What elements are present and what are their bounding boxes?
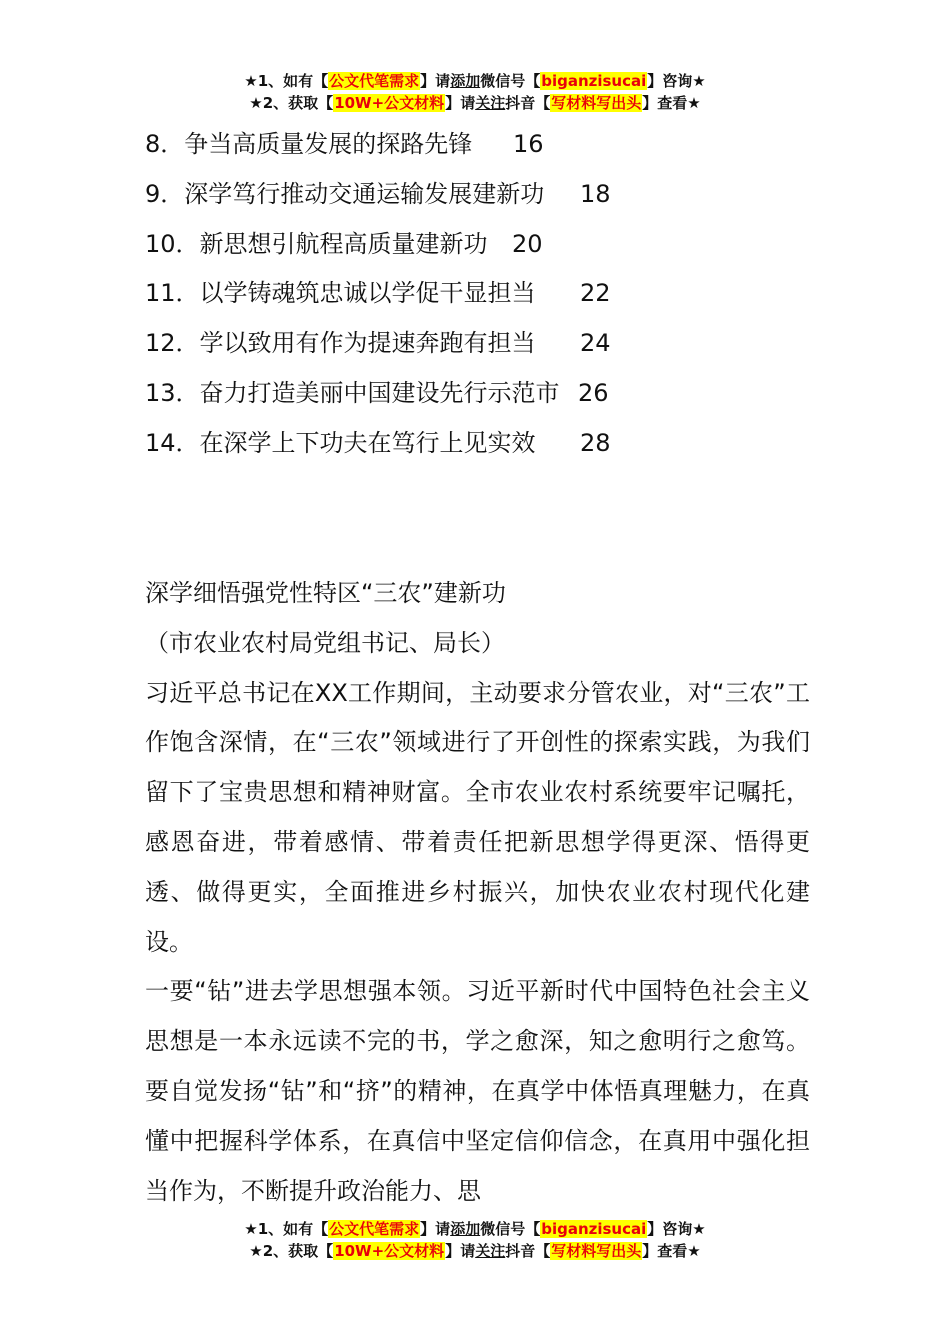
article-paragraph: 一要“钻”进去学思想强本领。习近平新时代中国特色社会主义思想是一本永远读不完的书，学之愈深，知之愈明行之愈笃。要自觉发扬“钻”和“挤”的精神，在真学中体悟真理魅力，在真懂中把握科学体系，在真信中坚定信仰信念，在真用中强化担当作为，不断提升政治能力、思 bbox=[145, 977, 810, 1205]
promo-text: 】咨询★ bbox=[647, 72, 706, 90]
promo-text: ★2、获取【 bbox=[249, 1242, 334, 1260]
table-of-contents bbox=[145, 120, 825, 469]
promo-text: 】请 bbox=[420, 1220, 451, 1238]
promo-text: 微信号【 bbox=[480, 72, 541, 90]
article-paragraph: 习近平总书记在XX工作期间，主动要求分管农业，对“三农”工作饱含深情，在“三农”领域进行了开创性的探索实践，为我们留下了宝贵思想和精神财富。全市农业农村系统要牢记嘱托，感恩奋进，带着感情、带着责任把新思想学得更深、悟得更透、做得更实，全面推进乡村振兴，加快农业农村现代化建设。 bbox=[145, 678, 810, 956]
promo-text: ★1、如有【 bbox=[244, 72, 329, 90]
toc-item bbox=[145, 269, 825, 319]
promo-line-2 bbox=[0, 92, 950, 114]
toc-item bbox=[145, 220, 825, 270]
promo-text: 】咨询★ bbox=[647, 1220, 706, 1238]
toc-item-page: 16 bbox=[513, 130, 544, 158]
promo-text: 】请 bbox=[420, 72, 451, 90]
promo-line-1 bbox=[0, 1218, 950, 1240]
promo-text: 微信号【 bbox=[480, 1220, 541, 1238]
promo-underlined-text: 关注 bbox=[475, 94, 506, 112]
promo-douyin-id: 写材料写出头 bbox=[551, 1242, 642, 1260]
promo-douyin-id: 写材料写出头 bbox=[551, 94, 642, 112]
promo-line-2 bbox=[0, 1240, 950, 1262]
article-body bbox=[145, 569, 810, 1216]
toc-item-title: 14．在深学上下功夫在笃行上见实效 bbox=[145, 428, 536, 457]
toc-item-page: 22 bbox=[580, 279, 611, 308]
toc-item bbox=[145, 120, 825, 170]
toc-item bbox=[145, 170, 825, 220]
promo-text: 】查看★ bbox=[642, 1242, 701, 1260]
footer-promo-banner bbox=[0, 1218, 950, 1262]
promo-text: ★1、如有【 bbox=[244, 1220, 329, 1238]
promo-wechat-id: biganzisucai bbox=[541, 72, 647, 90]
promo-wechat-id: biganzisucai bbox=[541, 1220, 647, 1238]
promo-highlight: 10W+公文材料 bbox=[334, 1242, 445, 1260]
article-subtitle: （市农业农村局党组书记、局长） bbox=[145, 628, 505, 657]
promo-underlined-text: 添加 bbox=[450, 1220, 481, 1238]
toc-item-title: 10．新思想引航程高质量建新功 bbox=[145, 229, 488, 258]
promo-underlined-text: 添加 bbox=[450, 72, 481, 90]
toc-item-title: 11．以学铸魂筑忠诚以学促干显担当 bbox=[145, 279, 536, 308]
article-title: 深学细悟强党性特区“三农”建新功 bbox=[145, 579, 506, 607]
promo-text: 抖音【 bbox=[505, 1242, 551, 1260]
toc-item bbox=[145, 369, 825, 419]
promo-text: 抖音【 bbox=[505, 94, 551, 112]
promo-text: 】查看★ bbox=[642, 94, 701, 112]
promo-underlined-text: 关注 bbox=[475, 1242, 506, 1260]
promo-highlight: 公文代笔需求 bbox=[329, 72, 420, 90]
toc-item-page: 24 bbox=[580, 329, 611, 358]
toc-item-page: 26 bbox=[578, 378, 609, 407]
toc-item-page: 18 bbox=[580, 179, 611, 208]
toc-item bbox=[145, 319, 825, 369]
promo-text: 】请 bbox=[445, 94, 476, 112]
toc-item-title: 13．奋力打造美丽中国建设先行示范市 bbox=[145, 378, 560, 407]
toc-item-title: 12．学以致用有作为提速奔跑有担当 bbox=[145, 329, 536, 358]
toc-item-title: 9．深学笃行推动交通运输发展建新功 bbox=[145, 179, 545, 208]
toc-item-page: 20 bbox=[512, 229, 543, 258]
promo-highlight: 10W+公文材料 bbox=[334, 94, 445, 112]
promo-text: ★2、获取【 bbox=[249, 94, 334, 112]
toc-item-title: 8．争当高质量发展的探路先锋 bbox=[145, 130, 473, 158]
promo-highlight: 公文代笔需求 bbox=[329, 1220, 420, 1238]
toc-item-page: 28 bbox=[580, 428, 611, 457]
toc-item bbox=[145, 419, 825, 469]
header-promo-banner bbox=[0, 70, 950, 114]
promo-line-1 bbox=[0, 70, 950, 92]
promo-text: 】请 bbox=[445, 1242, 476, 1260]
